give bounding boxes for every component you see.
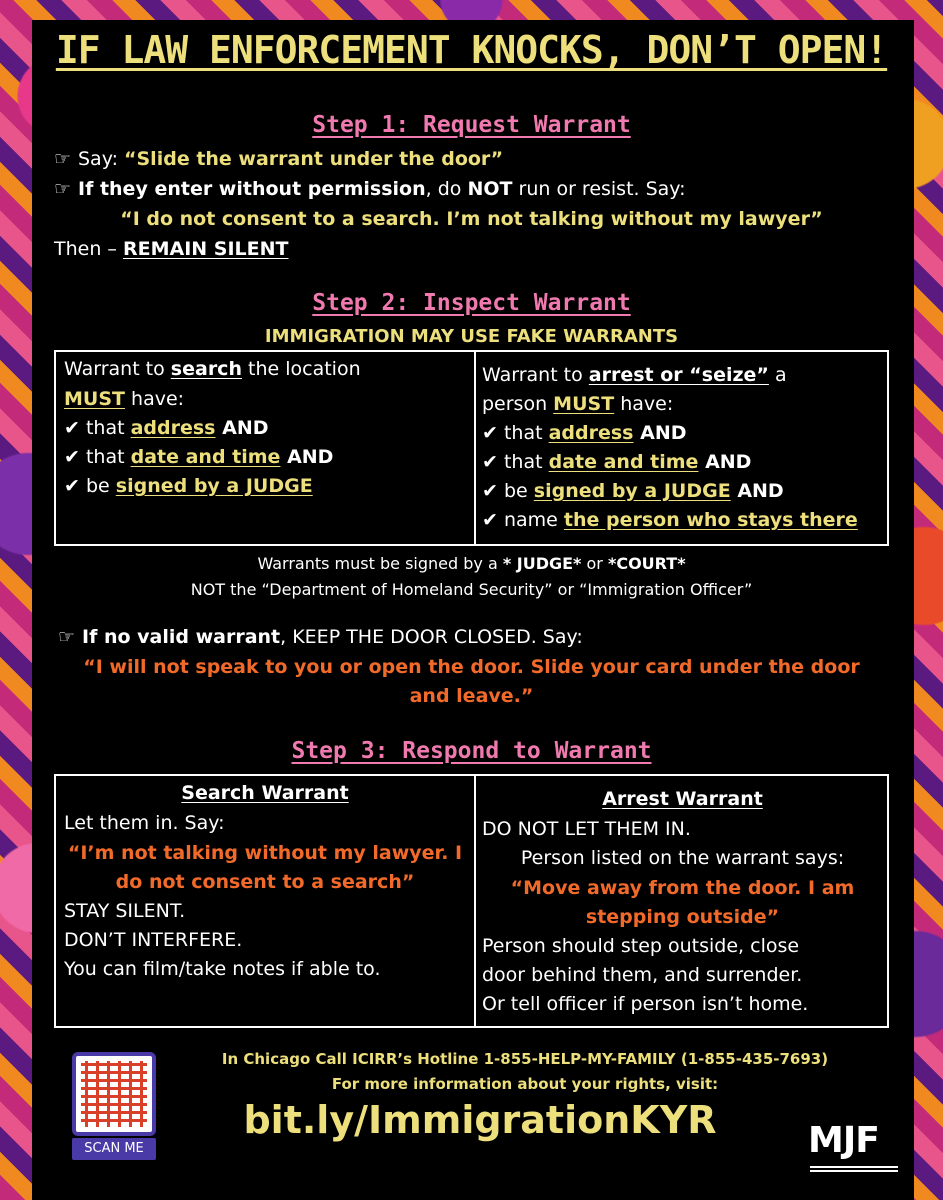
step1-remain-silent: Then – REMAIN SILENT	[54, 238, 289, 260]
mjf-logo: MJF	[808, 1120, 879, 1161]
search-warrant-response: Search Warrant Let them in. Say: “I’m not talking without my lawyer. I do not consent to a search” STAY SILENT. DON’T INTERFERE. You can film/take notes if able to.	[64, 782, 463, 980]
kyr-link[interactable]: bit.ly/ImmigrationKYR	[243, 1098, 717, 1142]
pointing-hand-icon: ☞	[58, 626, 76, 648]
poster-title: IF LAW ENFORCEMENT KNOCKS, DON’T OPEN!	[55, 28, 888, 72]
judge-signature-note: Warrants must be signed by a * JUDGE* or *COURT*	[257, 554, 686, 573]
step3-heading: Step 3: Respond to Warrant	[291, 738, 652, 764]
scan-me-label: SCAN ME	[72, 1138, 156, 1160]
respond-warrant-table	[54, 774, 889, 1028]
list-item: ✔ be signed by a JUDGE	[64, 475, 313, 497]
check-icon: ✔	[482, 451, 498, 473]
list-item: ✔ that date and time AND	[64, 446, 334, 468]
inspect-warrant-table	[54, 350, 889, 546]
list-item: ✔ be signed by a JUDGE AND	[482, 480, 784, 502]
list-item: ✔ that date and time AND	[482, 451, 752, 473]
step2-fake-warning: IMMIGRATION MAY USE FAKE WARRANTS	[264, 326, 679, 347]
check-icon: ✔	[482, 422, 498, 444]
check-icon: ✔	[482, 509, 498, 531]
check-icon: ✔	[482, 480, 498, 502]
no-valid-warrant-bullet: ☞ If no valid warrant, KEEP THE DOOR CLOSED. Say:	[58, 626, 583, 648]
step1-heading: Step 1: Request Warrant	[312, 112, 631, 138]
no-valid-warrant-quote-1: “I will not speak to you or open the door. Slide your card under the door	[83, 656, 860, 678]
not-dhs-note: NOT the “Department of Homeland Security” or “Immigration Officer”	[190, 580, 753, 599]
search-warrant-requirements: Warrant to search the location MUST have: ✔ that address AND ✔ that date and time AND ✔ be signed by a JUDGE	[64, 358, 361, 497]
list-item: ✔ that address AND	[64, 417, 269, 439]
check-icon: ✔	[64, 475, 80, 497]
arrest-warrant-response: Arrest Warrant DO NOT LET THEM IN. Person listed on the warrant says: “Move away from the door. I am stepping outside” Person should step outside, close door behind them, and surrender. Or tell officer if person isn’t home.	[482, 788, 855, 1015]
check-icon: ✔	[64, 417, 80, 439]
info-text: For more information about your rights, visit:	[331, 1075, 719, 1093]
step1-bullet-enter: ☞ If they enter without permission, do NOT run or resist. Say:	[54, 178, 686, 200]
check-icon: ✔	[64, 446, 80, 468]
no-valid-warrant-quote-2: and leave.”	[409, 685, 534, 707]
list-item: ✔ that address AND	[482, 422, 687, 444]
logo-underline	[810, 1166, 898, 1172]
step2-heading: Step 2: Inspect Warrant	[312, 290, 631, 316]
hotline-text: In Chicago Call ICIRR’s Hotline 1-855-HELP-MY-FAMILY (1-855-435-7693)	[221, 1050, 829, 1068]
step1-bullet-slide: ☞ Say: “Slide the warrant under the door”	[54, 148, 504, 170]
pointing-hand-icon: ☞	[54, 148, 72, 170]
qr-code[interactable]	[72, 1052, 156, 1136]
list-item: ✔ name the person who stays there	[482, 509, 858, 531]
step1-consent-quote: “I do not consent to a search. I’m not talking without my lawyer”	[120, 208, 823, 230]
arrest-warrant-requirements: Warrant to arrest or “seize” a person MUST have: ✔ that address AND ✔ that date and time AND ✔ be signed by a JUDGE AND ✔ name the person who stays there	[482, 364, 858, 531]
pointing-hand-icon: ☞	[54, 178, 72, 200]
